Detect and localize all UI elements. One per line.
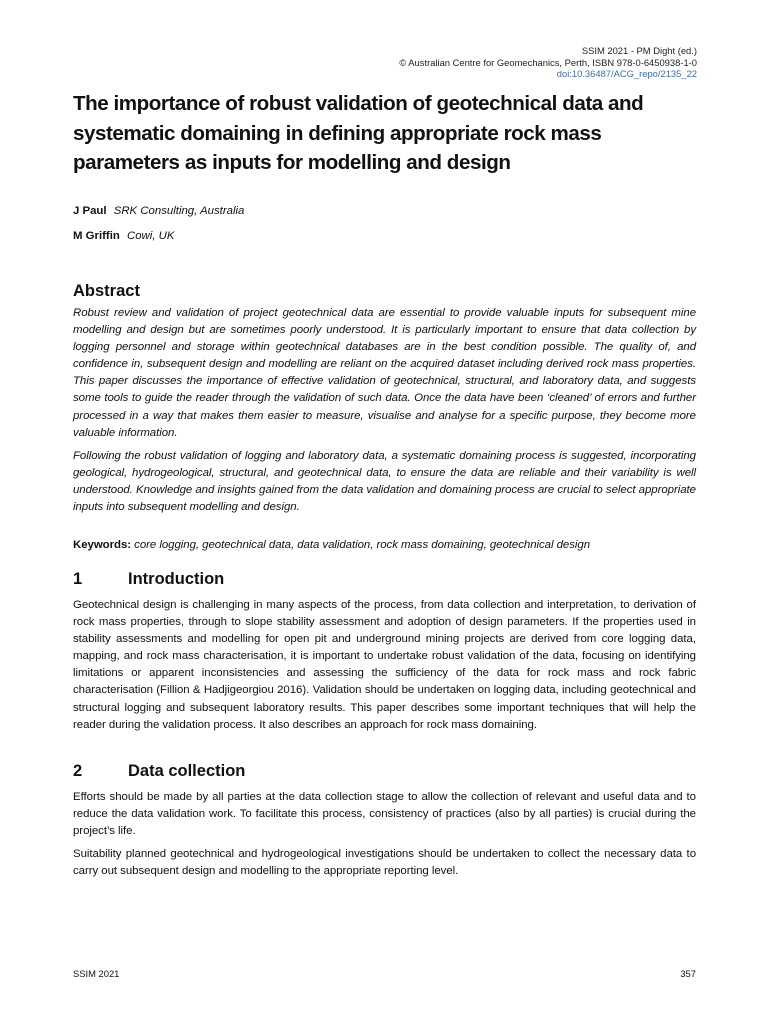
proceedings-line: SSIM 2021 - PM Dight (ed.) — [581, 45, 697, 56]
author-list — [73, 201, 244, 251]
section-heading-data-collection — [73, 762, 245, 781]
section-number: 1 — [73, 570, 83, 588]
author-entry — [73, 201, 244, 226]
data-collection-body — [73, 789, 696, 886]
footer-conference: SSIM 2021 — [73, 968, 120, 979]
section-title: Introduction — [128, 570, 225, 588]
author-entry — [73, 226, 244, 251]
keywords-list: core logging, geotechnical data, data validation, rock mass domaining, geotechnical design — [134, 539, 591, 551]
section-heading-introduction — [73, 570, 224, 589]
author-affiliation: SRK Consulting, Australia — [113, 205, 245, 217]
paper-title: The importance of robust validation of geotechnical data and systematic domaining in defining appropriate rock mass parameters as inputs for modelling and design — [73, 92, 644, 174]
keywords-label: Keywords: — [73, 539, 132, 551]
author-name: M Griffin — [73, 230, 120, 242]
body-paragraph: Suitability planned geotechnical and hydrogeological investigations should be undertaken to collect the necessary data to carry out subsequent design and modelling to the appropriate reporting level. — [73, 848, 696, 878]
keywords — [73, 537, 696, 554]
introduction-body — [73, 597, 696, 740]
body-paragraph: Geotechnical design is challenging in many aspects of the process, from data collection and interpretation, to derivation of rock mass properties, through to slope stability assessment and adoption of design parameters. If the properties used in stability assessments and modelling for open pit and underground mining projects are derived from core logging data, mapping, and rock mass characterisation, it is important to undertake robust validation of the data, focusing on identifying limitations or apparent inconsistencies and assessing the sufficiency of the data for rock mass and rock fabric characterisation (Fillion & Hadjigeorgiou 2016). Validation should be undertaken on logging data, including geotechnical and structural logging and subsequent laboratory results. This paper describes some important techniques that will help the reader during the validation process. It also describes an approach for rock mass domaining. — [73, 599, 696, 731]
page-number: 357 — [680, 968, 696, 979]
conference-header — [399, 45, 697, 80]
abstract-paragraph: Robust review and validation of project geotechnical data are essential to provide valuable inputs for subsequent mine modelling and design but are sometimes poorly understood. It is particularly important to ensure that data collection by logging personnel and storage within geotechnical databases are in the best condition possible. The quality of, and confidence in, subsequent design and modelling are reliant on the acquired dataset including derived rock mass properties. This paper discusses the importance of effective validation of geotechnical, structural, and laboratory data, and suggests some tools to guide the reader through the validation of such data. Once the data have been ‘cleaned’ of errors and further processed in a way that makes them easier to measure, visualise and analyse for a specific purpose, they become more valuable information. — [73, 307, 696, 439]
abstract-paragraph: Following the robust validation of logging and laboratory data, a systematic domaining process is suggested, incorporating geological, hydrogeological, structural, and geotechnical data, to ensure the data are reliable and their variability is well understood. Knowledge and insights gained from the data validation and domaining process are crucial to select appropriate inputs into subsequent modelling and design. — [73, 449, 696, 514]
publisher-line: © Australian Centre for Geomechanics, Perth, ISBN 978-0-6450938-1-0 — [399, 56, 697, 68]
doi-link[interactable]: doi:10.36487/ACG_repo/2135_22 — [556, 68, 697, 80]
body-paragraph: Efforts should be made by all parties at the data collection stage to allow the collection of relevant and useful data and to reduce the data validation work. To facilitate this process, consistency of practices (also by all parties) is crucial during the project’s life. — [73, 791, 696, 838]
abstract-heading: Abstract — [73, 282, 140, 300]
author-name: J Paul — [73, 205, 107, 217]
abstract-body — [73, 305, 696, 522]
section-title: Data collection — [128, 762, 246, 780]
author-affiliation: Cowi, UK — [127, 230, 175, 242]
section-number: 2 — [73, 762, 83, 780]
